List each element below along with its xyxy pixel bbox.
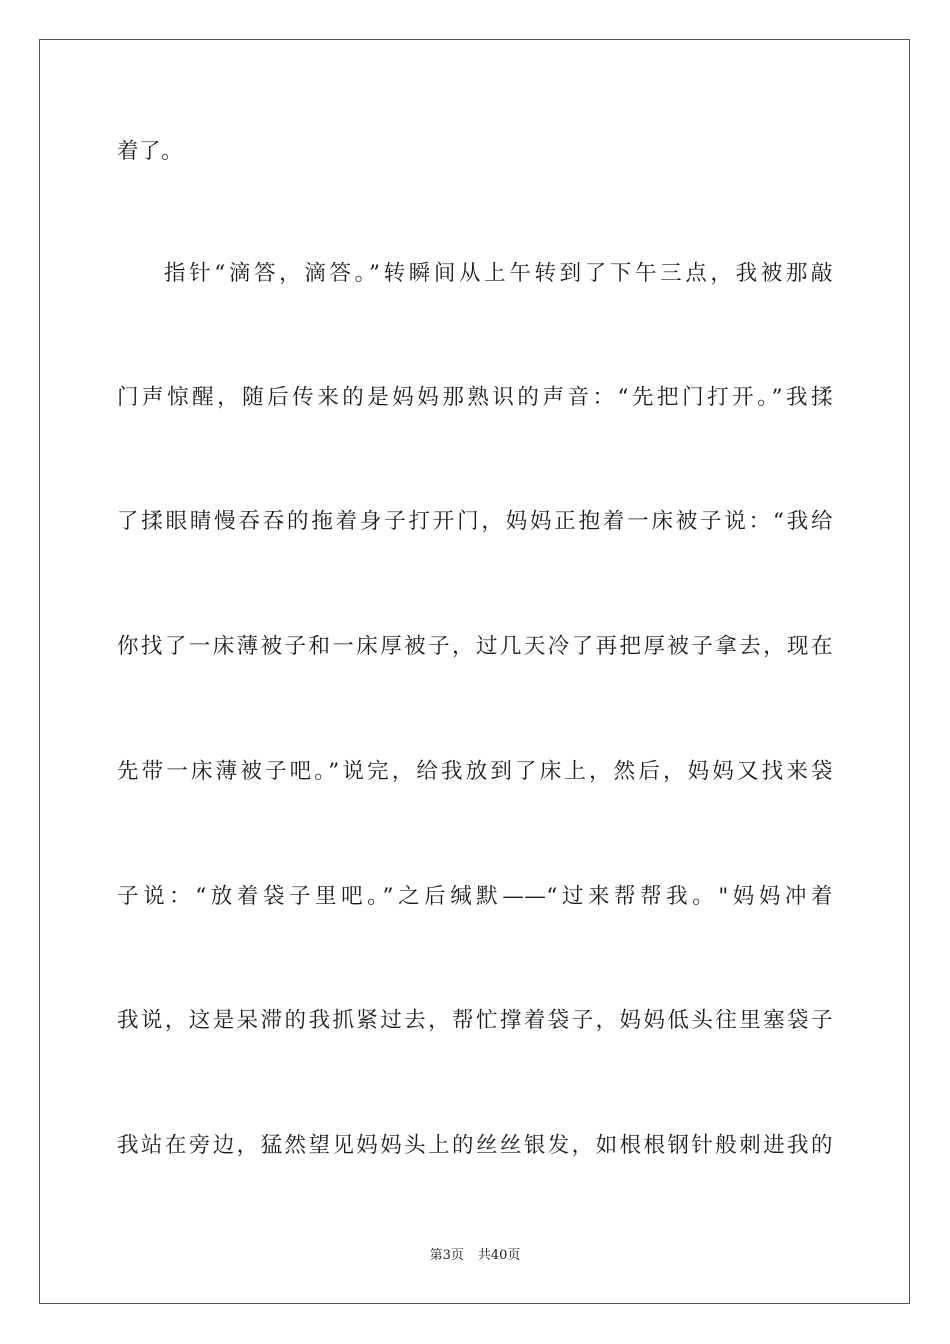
text-line-3: 门声惊醒，随后传来的是妈妈那熟识的声音：“先把门打开。”我揉 bbox=[117, 385, 833, 410]
text-line-5: 你找了一床薄被子和一床厚被子，过几天冷了再把厚被子拿去，现在 bbox=[117, 634, 833, 659]
text-line-7: 子说：“放着袋子里吧。”之后缄默——“过来帮帮我。"妈妈冲着 bbox=[117, 884, 833, 909]
text-line-4: 了揉眼睛慢吞吞的拖着身子打开门，妈妈正抱着一床被子说：“我给 bbox=[117, 509, 833, 534]
page-number: 第3页 bbox=[429, 1248, 464, 1263]
page-total: 共40页 bbox=[477, 1248, 521, 1263]
page-border bbox=[39, 39, 910, 1304]
page-footer bbox=[0, 1247, 950, 1265]
text-line-6: 先带一床薄被子吧。”说完，给我放到了床上，然后，妈妈又找来袋 bbox=[117, 759, 833, 784]
text-line-9: 我站在旁边，猛然望见妈妈头上的丝丝银发，如根根钢针般刺进我的 bbox=[117, 1133, 833, 1158]
text-line-1: 着了。 bbox=[117, 139, 184, 164]
text-line-8: 我说，这是呆滞的我抓紧过去，帮忙撑着袋子，妈妈低头往里塞袋子 bbox=[117, 1008, 833, 1033]
text-line-2: 指针“滴答，滴答。”转瞬间从上午转到了下午三点，我被那敲 bbox=[164, 261, 833, 286]
